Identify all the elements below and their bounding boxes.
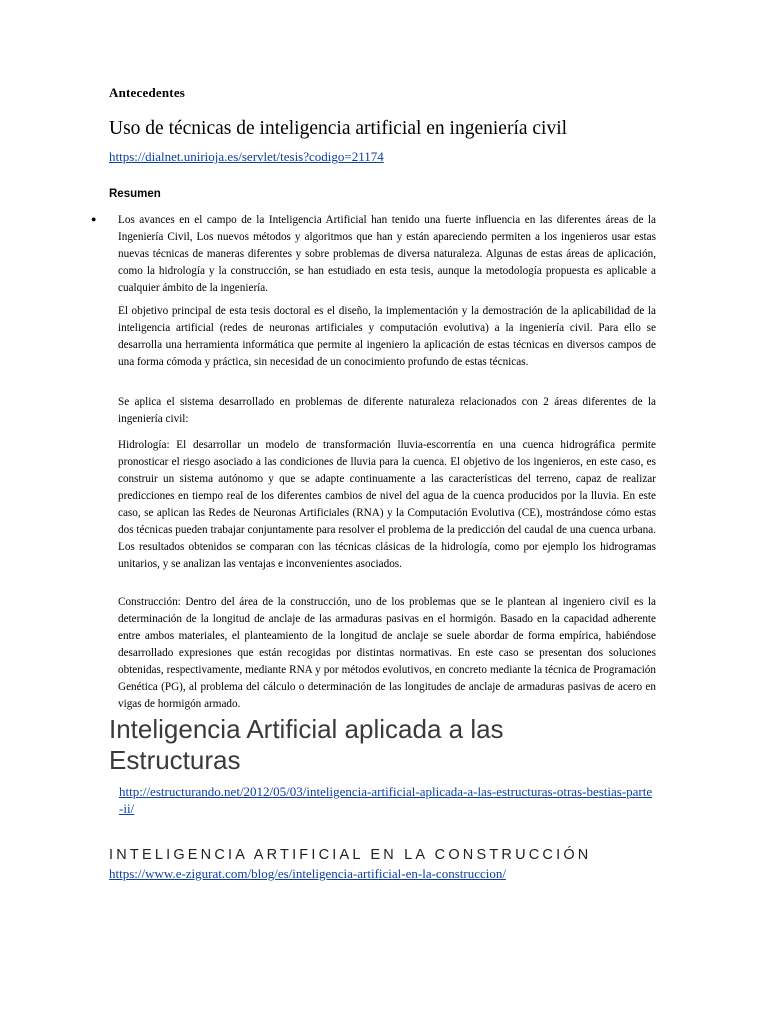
- estructuras-link[interactable]: http://estructurando.net/2012/05/03/inteligencia-artificial-aplicada-a-las-estructuras-otras-bestias-parte-ii/: [119, 784, 653, 816]
- thesis-link[interactable]: https://dialnet.unirioja.es/servlet/tesis?codigo=21174: [109, 149, 384, 164]
- thesis-title: Uso de técnicas de inteligencia artificial en ingeniería civil: [109, 118, 568, 139]
- resumen-label: Resumen: [109, 188, 161, 200]
- bullet-icon: ●: [91, 214, 97, 224]
- paragraph-construccion: Construcción: Dentro del área de la construcción, uno de los problemas que se le plantean al ingeniero civil es la determinación de la longitud de anclaje de las armaduras pasivas en el hormigón. Basado en la capacidad adherente entre ambos materiales, el planteamiento de la longitud de anclaje se suele abordar de forma empírica, habiéndose desarrollado expresiones que están recogidas por distintas normativas. En este caso se presentan dos soluciones obtenidas, respectivamente, mediante RNA y por métodos evolutivos, en concreto mediante la técnica de Programación Genética (PG), al problema del cálculo o determinación de las longitudes de anclaje de armaduras pasivas de acero en vigas de hormigón armado.: [118, 596, 656, 710]
- section-title-estructuras: Inteligencia Artificial aplicada a las Estructuras: [109, 714, 504, 775]
- section-title-construccion: INTELIGENCIA ARTIFICIAL EN LA CONSTRUCCIÓN: [109, 847, 592, 863]
- antecedentes-heading: Antecedentes: [109, 85, 186, 100]
- paragraph-hidrologia: Hidrología: El desarrollar un modelo de transformación lluvia-escorrentía en una cuenca hidrográfica permite pronosticar el riesgo asociado a las condiciones de lluvia para la cuenca. El objetivo de los ingenieros, en este caso, es construir un sistema autónomo y que se adapte continuamente a las características del terreno, capaz de realizar predicciones en tiempo real de los diferentes cambios de nivel del agua de la cuenca producidos por la lluvia. En este caso, se aplican las Redes de Neuronas Artificiales (RNA) y la Computación Evolutiva (CE), mostrándose cómo estas dos técnicas pueden trabajar conjuntamente para resolver el problema de la predicción del caudal de una cuenca urbana. Los resultados obtenidos se comparan con las técnicas clásicas de la hidrología, como por ejemplo los hidrogramas unitarios, y se analizan las ventajas e inconvenientes asociados.: [118, 439, 656, 570]
- paragraph-objective: El objetivo principal de esta tesis doctoral es el diseño, la implementación y la demostración de la aplicabilidad de la inteligencia artificial (redes de neuronas artificiales y computación evolutiva) a la ingeniería civil. Para ello se desarrolla una herramienta informática que permite al ingeniero la aplicación de estas técnicas en diversos campos de una forma cómoda y práctica, sin necesidad de un conocimiento profundo de estas técnicas.: [118, 305, 656, 368]
- paragraph-intro: Los avances en el campo de la Inteligencia Artificial han tenido una fuerte influencia en las diferentes áreas de la Ingeniería Civil, Los nuevos métodos y algoritmos que han y están apareciendo permiten a los ingenieros usar estas nuevas técnicas de maneras diferentes y sobre problemas de diversa naturaleza. Algunas de estas áreas de aplicación, como la hidrología y la construcción, se han estudiado en esta tesis, aunque la metodología propuesta es aplicable a cualquier ámbito de la ingeniería.: [118, 214, 656, 294]
- construccion-link[interactable]: https://www.e-zigurat.com/blog/es/inteligencia-artificial-en-la-construccion/: [109, 866, 506, 881]
- paragraph-applications: Se aplica el sistema desarrollado en problemas de diferente naturaleza relacionados con 2 áreas diferentes de la ingeniería civil:: [118, 396, 656, 425]
